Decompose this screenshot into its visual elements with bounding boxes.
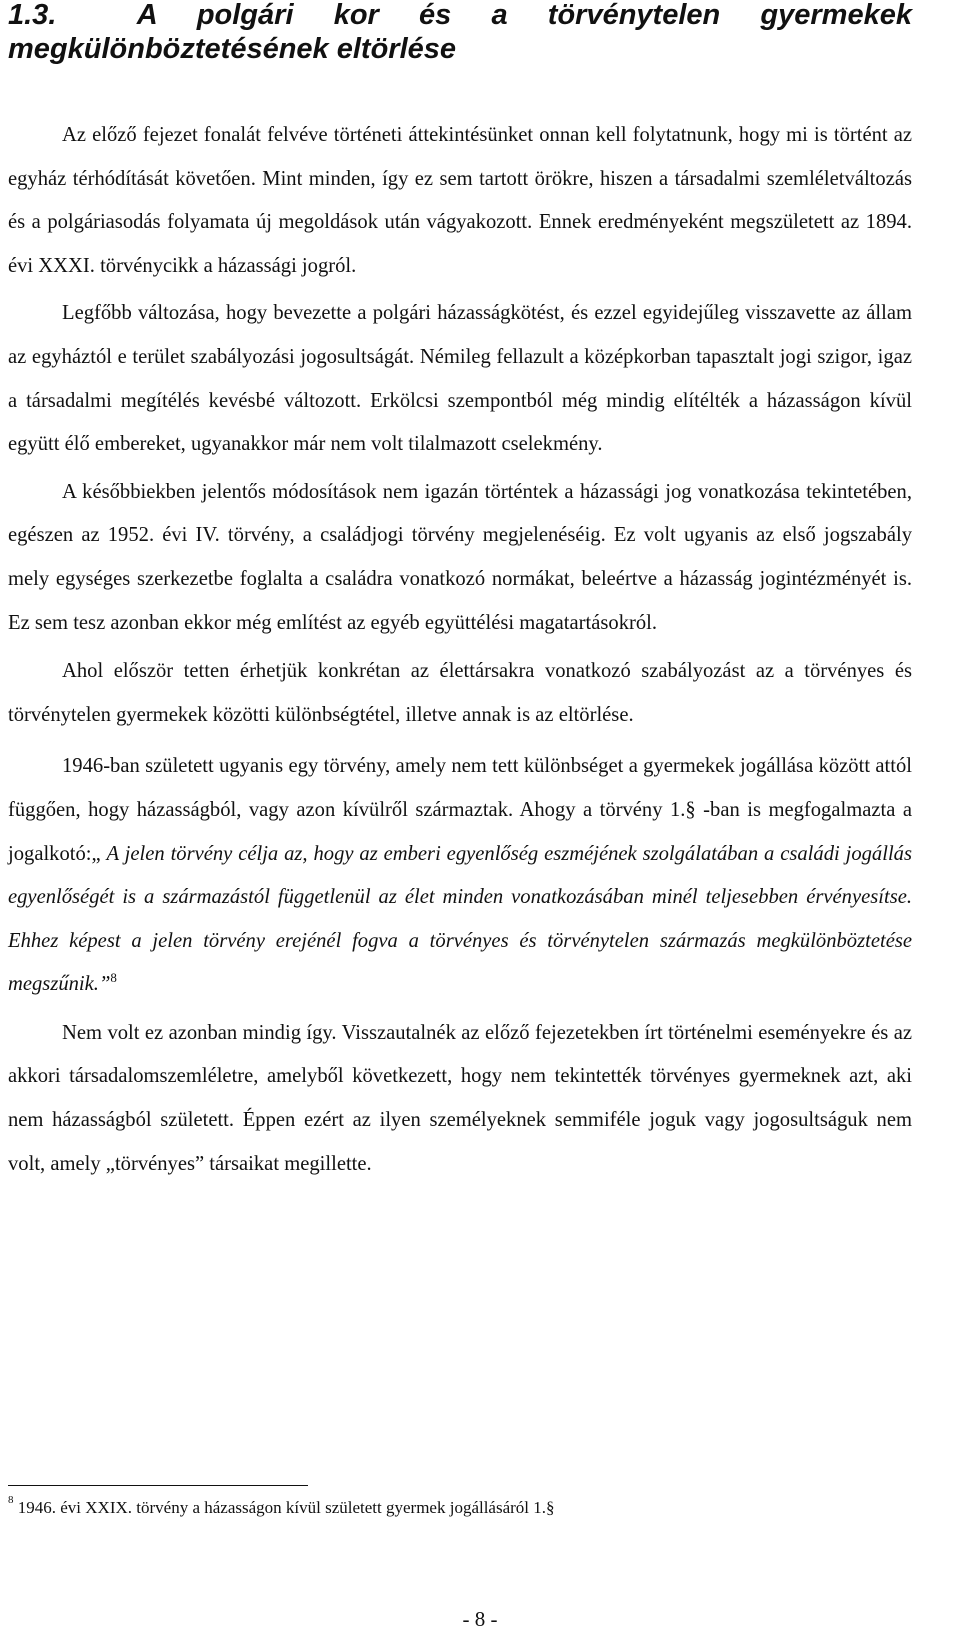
section-number: 1.3. [8, 0, 57, 31]
footnote-reference[interactable]: 8 [110, 970, 117, 986]
paragraph-5 [8, 745, 912, 1007]
section-title-part-2: megkülönböztetésének eltörlése [8, 33, 457, 65]
law-quotation: A jelen törvény célja az, hogy az emberi egyenlőség eszméjének szolgálatában a családi jogállás egyenlőségét is a származástól függetlenül az élet minden vonatkozásában minél teljesebben érvényesítse. Ehhez képest a jelen törvény erejénél fogva a törvényes és törvénytelen származás megkülönböztetése megszűnik.” [8, 842, 912, 996]
footnote-number: 8 [8, 1494, 14, 1506]
footnote-separator [8, 1485, 308, 1486]
section-heading-line-1 [8, 0, 912, 32]
paragraph-5-intro: 1946-ban született ugyanis egy törvény, amely nem tett különbséget a gyermekek jogállása között attól függően, hogy házasságból, vagy azon kívülről származtak. Ahogy a törvény 1.§ -ban is megfogalmazta a jogalkotó:„ [8, 755, 912, 865]
footnote [8, 1492, 912, 1524]
section-title-part-1: A polgári kor és a törvénytelen gyermekek [136, 0, 912, 31]
footnote-text: 1946. évi XXIX. törvény a házasságon kívül született gyermek jogállásáról 1.§ [13, 1498, 555, 1517]
paragraph-6: Nem volt ez azonban mindig így. Visszautalnék az előző fejezetekben írt történelmi eseményekre és az akkori társadalomszemléletre, amelyből következett, hogy nem tekintették törvényes gyermeknek azt, aki nem házasságból született. Éppen ezért az ilyen személyeknek semmiféle joguk vagy jogosultságuk nem volt, amely „törvényes” társaikat megillette. [8, 1021, 912, 1175]
section-heading [8, 0, 912, 66]
paragraph-3: A későbbiekben jelentős módosítások nem igazán történtek a házassági jog vonatkozása tekintetében, egészen az 1952. évi IV. törvény, a családjogi törvény megjelenéséig. Ez volt ugyanis az első jogszabály mely egységes szerkezetbe foglalta a családra vonatkozó normákat, beleértve a házasság jogintézményét is. Ez sem tesz azonban ekkor még említést az egyéb együttélési magatartásokról. [8, 480, 912, 634]
body-text [8, 114, 912, 1186]
paragraph-2: Legfőbb változása, hogy bevezette a polgári házasságkötést, és ezzel egyidejűleg visszavette az állam az egyháztól e terület szabályozási jogosultságát. Némileg fellazult a középkorban tapasztalt jogi szigor, igaz a társadalmi megítélés kevésbé változott. Erkölcsi szempontból még mindig elítélték a házasságon kívül együtt élő embereket, ugyanakkor már nem volt tilalmazott cselekmény. [8, 302, 912, 456]
page-number: - 8 - [462, 1607, 498, 1631]
paragraph-1: Az előző fejezet fonalát felvéve történeti áttekintésünket onnan kell folytatnunk, hogy mi is történt az egyház térhódítását követően. Mint minden, így ez sem tartott örökre, hiszen a társadalmi szemléletváltozás és a polgáriasodás folyamata új megoldások után vágyakozott. Ennek eredményeként megszületett az 1894. évi XXXI. törvénycikk a házassági jogról. [8, 124, 912, 277]
paragraph-4: Ahol először tetten érhetjük konkrétan az élettársakra vonatkozó szabályozást az a törvényes és törvénytelen gyermekek közötti különbségtétel, illetve annak is az eltörlése. [8, 660, 912, 726]
